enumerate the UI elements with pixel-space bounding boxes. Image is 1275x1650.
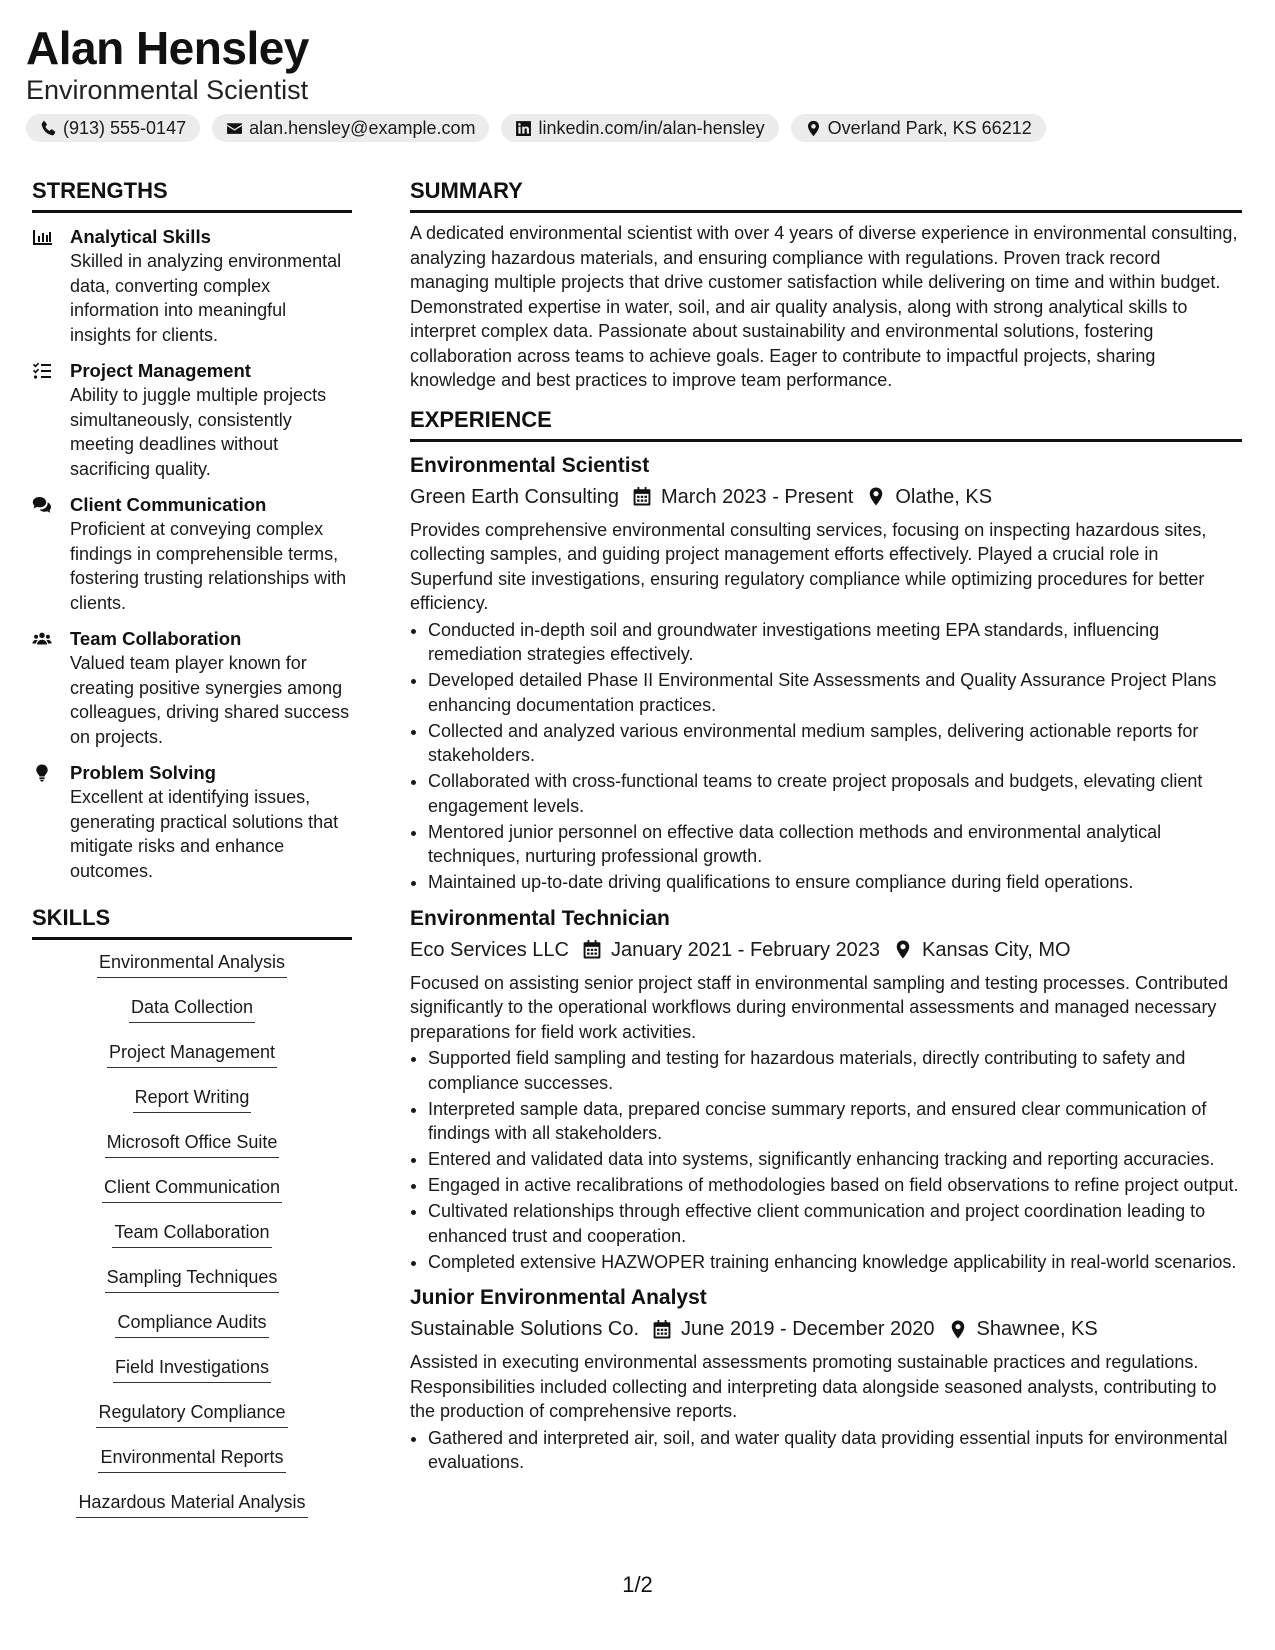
job-location: Kansas City, MO [922, 938, 1071, 961]
candidate-title: Environmental Scientist [26, 75, 309, 105]
phone-contact[interactable] [26, 114, 200, 142]
location-contact[interactable] [791, 114, 1046, 142]
job-title: Junior Environmental Analyst [410, 1286, 707, 1309]
strengths-heading: STRENGTHS [32, 178, 352, 213]
job-bullet: • Developed detailed Phase II Environmental Site Assessments and Quality Assurance Project Plans enhancing documentation practices. [428, 668, 1242, 717]
bar-chart-icon [32, 228, 52, 246]
summary-heading: SUMMARY [410, 178, 1242, 213]
job-dates: March 2023 - Present [661, 485, 854, 508]
strength-desc: Proficient at conveying complex findings in comprehensible terms, fostering trusting relationships with clients. [70, 519, 347, 613]
job-bullet: • Mentored junior personnel on effective data collection methods and environmental analytical techniques, nurturing professional growth. [428, 820, 1242, 869]
skill-item: Client Communication [102, 1175, 282, 1203]
linkedin-contact[interactable] [501, 114, 778, 142]
job-entry [410, 452, 1242, 895]
job-bullet: • Supported field sampling and testing for hazardous materials, directly contributing to safety and compliance successes. [428, 1046, 1242, 1095]
strength-title: Problem Solving [70, 762, 216, 783]
map-pin-icon [949, 1320, 967, 1339]
strength-desc: Skilled in analyzing environmental data, converting complex information into meaningful insights for clients. [70, 251, 342, 345]
strength-item [32, 627, 352, 749]
job-company: Sustainable Solutions Co. [410, 1318, 640, 1340]
job-meta [410, 1314, 1242, 1344]
job-entry [410, 1284, 1242, 1475]
map-pin-icon [894, 940, 912, 959]
skill-item: Environmental Reports [98, 1445, 285, 1473]
email-text: alan.hensley@example.com [249, 117, 476, 138]
job-dates: June 2019 - December 2020 [681, 1318, 935, 1340]
job-bullet: • Collaborated with cross-functional teams to create project proposals and budgets, elevating client engagement levels. [428, 769, 1242, 818]
linkedin-icon [515, 120, 532, 137]
skill-item: Hazardous Material Analysis [76, 1490, 307, 1518]
calendar-icon [653, 1320, 671, 1339]
calendar-icon [583, 940, 601, 959]
page-number: 1/2 [622, 1572, 653, 1597]
map-pin-icon [805, 120, 822, 137]
lightbulb-icon [32, 764, 52, 782]
left-column [32, 178, 352, 1535]
job-title: Environmental Technician [410, 906, 670, 930]
job-meta [410, 482, 1242, 512]
job-description: Provides comprehensive environmental consulting services, focusing on inspecting hazardous sites, collecting samples, and guiding project management efforts effectively. Played a crucial role in Superfund site investigations, ensuring regulatory compliance while optimizing procedures for better efficiency. [410, 519, 1207, 613]
location-text: Overland Park, KS 66212 [827, 117, 1032, 138]
strength-title: Client Communication [70, 494, 267, 515]
comments-icon [32, 496, 52, 514]
phone-text: (913) 555-0147 [63, 117, 187, 138]
strength-item [32, 359, 352, 481]
strength-title: Analytical Skills [70, 226, 211, 247]
strength-desc: Valued team player known for creating positive synergies among colleagues, driving shared success on projects. [70, 653, 350, 747]
list-check-icon [32, 362, 52, 380]
skill-item: Environmental Analysis [97, 950, 287, 978]
skill-item: Project Management [107, 1040, 277, 1068]
envelope-icon [226, 120, 243, 137]
job-entry [410, 905, 1242, 1275]
skill-item: Compliance Audits [115, 1310, 268, 1338]
experience-list [410, 452, 1242, 1475]
skills-heading: SKILLS [32, 905, 352, 940]
contact-bar [26, 114, 1046, 142]
strength-desc: Excellent at identifying issues, generating practical solutions that mitigate risks and enhance outcomes. [70, 787, 339, 881]
job-bullets [410, 618, 1242, 895]
users-icon [32, 630, 52, 648]
candidate-name: Alan Hensley [26, 22, 309, 74]
email-contact[interactable] [212, 114, 489, 142]
strength-item [32, 493, 352, 615]
skill-item: Sampling Techniques [105, 1265, 280, 1293]
job-dates: January 2021 - February 2023 [610, 938, 881, 961]
job-bullet: • Conducted in-depth soil and groundwater investigations meeting EPA standards, influencing remediation strategies effectively. [428, 618, 1242, 667]
job-location: Olathe, KS [895, 485, 993, 508]
strength-title: Project Management [70, 360, 251, 381]
linkedin-text: linkedin.com/in/alan-hensley [538, 117, 765, 138]
job-bullet: • Interpreted sample data, prepared concise summary reports, and ensured clear communication of findings with all stakeholders. [428, 1097, 1242, 1146]
skill-item: Microsoft Office Suite [105, 1130, 280, 1158]
job-bullet: • Completed extensive HAZWOPER training enhancing knowledge applicability in real-world scenarios. [428, 1250, 1242, 1275]
job-bullet: • Entered and validated data into systems, significantly enhancing tracking and reporting accuracies. [428, 1147, 1242, 1172]
phone-icon [40, 120, 57, 137]
job-description: Assisted in executing environmental assessments promoting sustainable practices and regulations. Responsibilities included collecting and interpreting data alongside seasoned analysts, contributing to the production of comprehensive reports. [410, 1352, 1217, 1421]
skill-item: Field Investigations [113, 1355, 271, 1383]
job-bullets [410, 1046, 1242, 1274]
job-title: Environmental Scientist [410, 453, 650, 477]
experience-heading: EXPERIENCE [410, 407, 1242, 442]
right-column [410, 178, 1242, 1476]
job-company: Eco Services LLC [410, 938, 569, 961]
strength-item [32, 761, 352, 883]
job-bullet: • Engaged in active recalibrations of methodologies based on field observations to refine project output. [428, 1173, 1242, 1198]
job-description: Focused on assisting senior project staff in environmental sampling and testing processes. Contributed significantly to the operational workflows during environmental assessments and managed necessary preparations for field work activities. [410, 972, 1229, 1042]
job-company: Green Earth Consulting [410, 485, 620, 508]
strength-item [32, 225, 352, 347]
map-pin-icon [867, 487, 885, 506]
job-bullet: • Gathered and interpreted air, soil, and water quality data providing essential inputs for environmental evaluations. [428, 1426, 1242, 1475]
job-bullet: • Cultivated relationships through effective client communication and project coordination leading to enhanced trust and cooperation. [428, 1199, 1242, 1248]
skill-item: Data Collection [129, 995, 255, 1023]
strength-title: Team Collaboration [70, 628, 242, 649]
job-bullets [410, 1426, 1242, 1475]
job-location: Shawnee, KS [976, 1318, 1098, 1340]
skills-list [32, 950, 352, 1535]
skill-item: Team Collaboration [112, 1220, 271, 1248]
job-meta [410, 935, 1242, 965]
calendar-icon [633, 487, 651, 506]
summary-text: A dedicated environmental scientist with over 4 years of diverse experience in environmental consulting, analyzing hazardous materials, and ensuring compliance with regulations. Proven track record managing multiple projects that drive customer satisfaction while delivering on time and within budget. Demonstrated expertise in water, soil, and air quality analysis, along with strong analytical skills to interpret complex data. Passionate about sustainability and environmental solutions, fostering collaboration across teams to achieve goals. Eager to contribute to impactful projects, sharing knowledge and best practices to improve team performance. [410, 223, 1238, 390]
strength-desc: Ability to juggle multiple projects simultaneously, consistently meeting deadlines without sacrificing quality. [70, 385, 327, 479]
skill-item: Report Writing [133, 1085, 252, 1113]
job-bullet: • Maintained up-to-date driving qualifications to ensure compliance during field operations. [428, 870, 1242, 895]
job-bullet: • Collected and analyzed various environmental medium samples, delivering actionable reports for stakeholders. [428, 719, 1242, 768]
skill-item: Regulatory Compliance [96, 1400, 287, 1428]
